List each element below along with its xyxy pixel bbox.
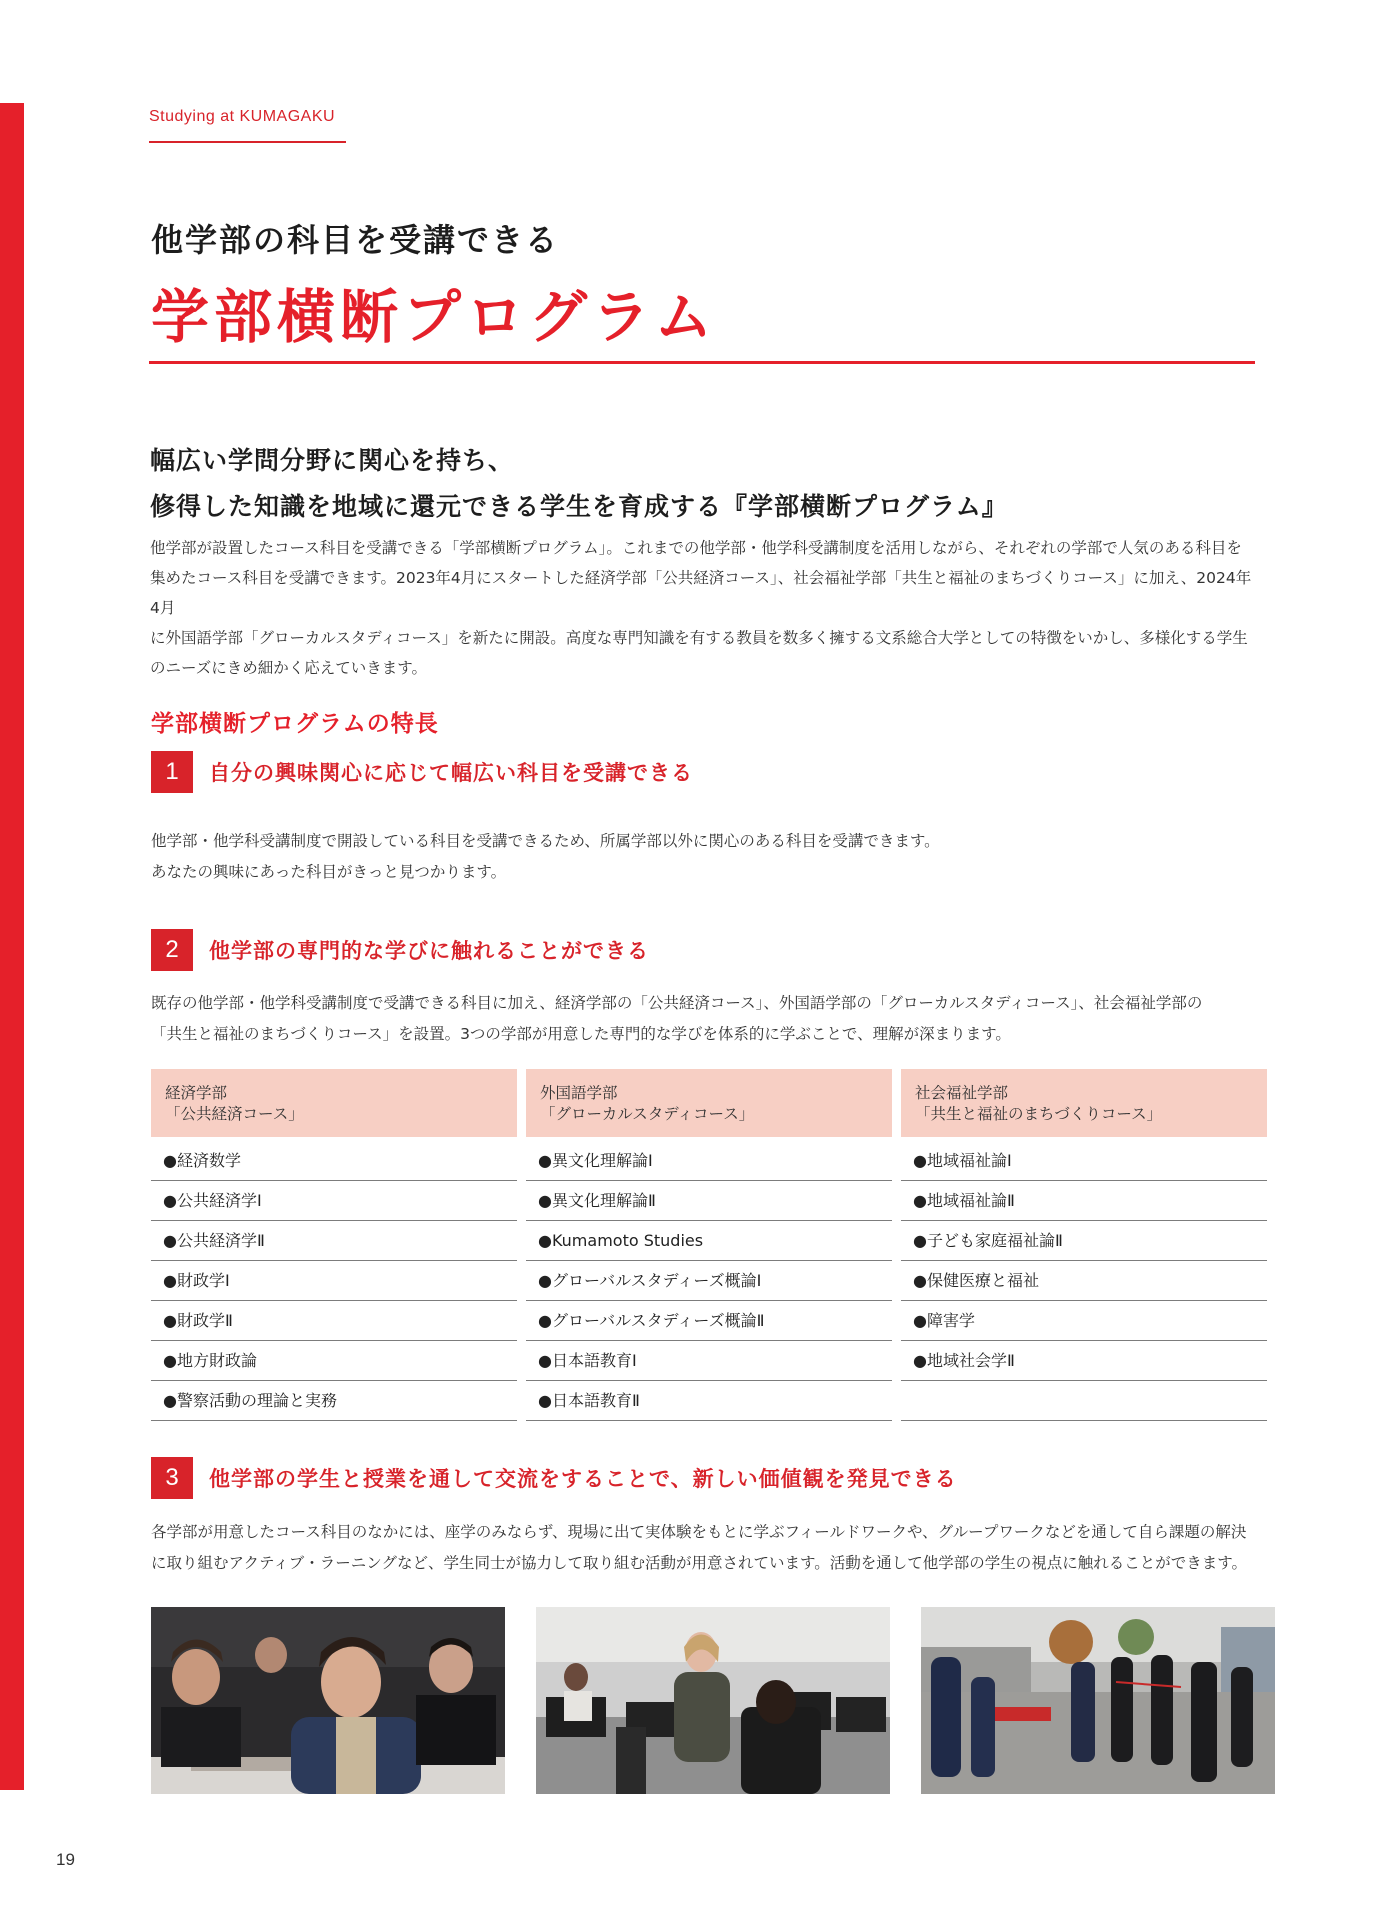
point-2-description (151, 988, 1261, 1050)
photo-lecture-students (151, 1607, 505, 1794)
course-name: 「共生と福祉のまちづくりコース」 (915, 1105, 1163, 1123)
course-item: ●日本語教育Ⅰ (526, 1341, 892, 1381)
description-line: に取り組むアクティブ・ラーニングなど、学生同士が協力して取り組む活動が用意されています。活動を通して他学部の学生の視点に触れることができます。 (151, 1554, 1248, 1572)
faculty-name: 経済学部 (165, 1084, 228, 1102)
photo-computer-classroom (536, 1607, 890, 1794)
course-name: 「公共経済コース」 (165, 1105, 304, 1123)
point-number-badge: 1 (151, 751, 193, 793)
faculty-name: 外国語学部 (540, 1084, 618, 1102)
lead-line: 幅広い学問分野に関心を持ち、 (150, 446, 515, 475)
course-item: ●障害学 (901, 1301, 1267, 1341)
section-eyebrow: Studying at KUMAGAKU (149, 108, 336, 125)
eyebrow-underline (149, 141, 346, 143)
intro-paragraph (150, 533, 1260, 683)
feature-point-2 (151, 929, 649, 971)
description-line: 既存の他学部・他学科受講制度で受講できる科目に加え、経済学部の「公共経済コース」、外国語学部の「グローカルスタディコース」、社会福祉学部の (151, 994, 1203, 1012)
intro-line: 他学部が設置したコース科目を受講できる「学部横断プログラム」。これまでの他学部・他学科受講制度を活用しながら、それぞれの学部で人気のある科目を (150, 539, 1242, 557)
course-table (151, 1069, 1267, 1421)
course-name: 「グローカルスタディコース」 (540, 1105, 755, 1123)
course-item: ●異文化理解論Ⅰ (526, 1141, 892, 1181)
page-number: 19 (56, 1850, 75, 1869)
course-item: ●地域社会学Ⅱ (901, 1341, 1267, 1381)
course-item: ●Kumamoto Studies (526, 1221, 892, 1261)
point-3-description (151, 1517, 1261, 1579)
faculty-name: 社会福祉学部 (915, 1084, 1009, 1102)
course-item: ●地域福祉論Ⅰ (901, 1141, 1267, 1181)
point-number-badge: 3 (151, 1457, 193, 1499)
course-item: ●財政学Ⅱ (151, 1301, 517, 1341)
course-item: ●経済数学 (151, 1141, 517, 1181)
course-item: ●財政学Ⅰ (151, 1261, 517, 1301)
course-item: ●警察活動の理論と実務 (151, 1381, 517, 1421)
course-item: ●地域福祉論Ⅱ (901, 1181, 1267, 1221)
point-number-badge: 2 (151, 929, 193, 971)
description-line: 各学部が用意したコース科目のなかには、座学のみならず、現場に出て実体験をもとに学ぶフィールドワークや、グループワークなどを通して自ら課題の解決 (151, 1523, 1247, 1541)
description-line: あなたの興味にあった科目がきっと見つかります。 (151, 863, 507, 881)
course-item: ●異文化理解論Ⅱ (526, 1181, 892, 1221)
course-column-header (526, 1069, 892, 1137)
course-column-header (151, 1069, 517, 1137)
title-divider (149, 361, 1255, 364)
point-title: 他学部の学生と授業を通して交流をすることで、新しい価値観を発見できる (209, 1467, 957, 1491)
page-title: 学部横断プログラム (151, 283, 718, 351)
course-item: ●地方財政論 (151, 1341, 517, 1381)
course-item: ●子ども家庭福祉論Ⅱ (901, 1221, 1267, 1261)
course-item-empty (901, 1381, 1267, 1421)
feature-point-1 (151, 751, 693, 793)
feature-point-3 (151, 1457, 957, 1499)
course-item: ●グローバルスタディーズ概論Ⅰ (526, 1261, 892, 1301)
course-column-economics (151, 1069, 517, 1421)
point-1-description (151, 826, 1261, 888)
description-line: 「共生と福祉のまちづくりコース」を設置。3つの学部が用意した専門的な学びを体系的に学ぶことで、理解が深まります。 (151, 1025, 1011, 1043)
course-column-social-welfare (901, 1069, 1267, 1421)
page-subtitle: 他学部の科目を受講できる (151, 221, 560, 259)
lead-heading (150, 438, 1008, 530)
course-column-foreign-languages (526, 1069, 892, 1421)
intro-line: に外国語学部「グローカルスタディコース」を新たに開設。高度な専門知識を有する教員を数多く擁する文系総合大学としての特徴をいかし、多様化する学生 (150, 629, 1248, 647)
features-heading: 学部横断プログラムの特長 (151, 711, 439, 737)
course-item: ●公共経済学Ⅱ (151, 1221, 517, 1261)
course-item: ●保健医療と福祉 (901, 1261, 1267, 1301)
lead-line: 修得した知識を地域に還元できる学生を育成する『学部横断プログラム』 (150, 492, 1008, 521)
course-item: ●グローバルスタディーズ概論Ⅱ (526, 1301, 892, 1341)
course-item: ●公共経済学Ⅰ (151, 1181, 517, 1221)
side-accent-bar (0, 103, 24, 1790)
photo-fieldwork-outdoor (921, 1607, 1275, 1794)
intro-line: 集めたコース科目を受講できます。2023年4月にスタートした経済学部「公共経済コース」、社会福祉学部「共生と福祉のまちづくりコース」に加え、2024年4月 (150, 569, 1252, 617)
description-line: 他学部・他学科受講制度で開設している科目を受講できるため、所属学部以外に関心のある科目を受講できます。 (151, 832, 940, 850)
course-column-header (901, 1069, 1267, 1137)
point-title: 自分の興味関心に応じて幅広い科目を受講できる (209, 761, 693, 785)
course-item: ●日本語教育Ⅱ (526, 1381, 892, 1421)
point-title: 他学部の専門的な学びに触れることができる (209, 939, 649, 963)
intro-line: のニーズにきめ細かく応えていきます。 (150, 659, 427, 677)
